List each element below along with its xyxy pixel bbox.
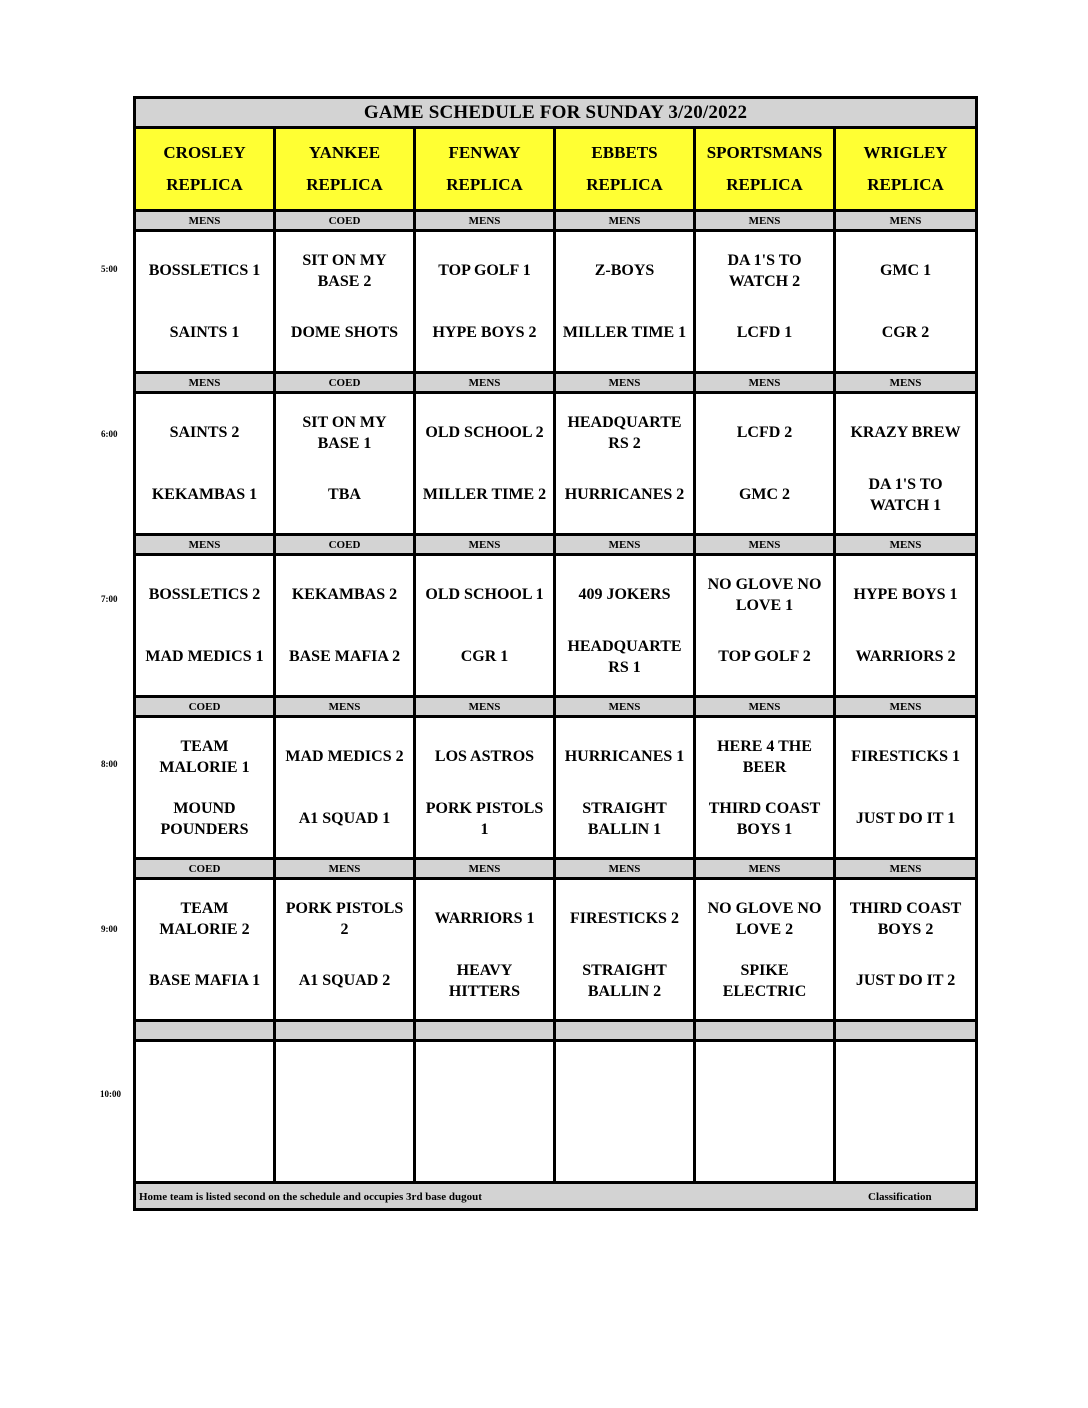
home-team: A1 SQUAD 1 <box>298 810 391 827</box>
game-cell <box>695 393 835 535</box>
away-team: OLD SCHOOL 2 <box>425 424 544 441</box>
classification-label: COED <box>135 859 275 879</box>
game-row <box>135 231 977 373</box>
classification-label: MENS <box>415 535 555 555</box>
classification-label: MENS <box>555 373 695 393</box>
away-team: MAD MEDICS 2 <box>285 748 404 765</box>
classification-row <box>135 211 977 231</box>
home-team: TBA <box>328 486 361 503</box>
classification-label: MENS <box>695 535 835 555</box>
game-cell <box>835 555 977 697</box>
field-subtitle: REPLICA <box>586 175 663 194</box>
time-label: 8:00 <box>101 759 118 769</box>
away-team <box>836 1050 975 1112</box>
game-cell <box>415 879 555 1021</box>
home-team: HURRICANES 2 <box>564 486 685 503</box>
classification-row <box>135 535 977 555</box>
game-cell <box>555 879 695 1021</box>
home-team <box>416 1112 553 1174</box>
away-team: LOS ASTROS <box>434 748 535 765</box>
game-cell <box>135 1041 275 1183</box>
footer-cell <box>135 1183 977 1210</box>
home-team: JUST DO IT 2 <box>855 972 956 989</box>
classification-label: MENS <box>275 697 415 717</box>
classification-label: MENS <box>415 373 555 393</box>
classification-label <box>835 1021 977 1041</box>
game-cell <box>135 393 275 535</box>
classification-label <box>695 1021 835 1041</box>
classification-label <box>275 1021 415 1041</box>
game-cell <box>415 717 555 859</box>
classification-label: COED <box>135 697 275 717</box>
field-header-wrigley <box>835 128 977 211</box>
away-team: TOP GOLF 1 <box>438 262 531 279</box>
home-team: THIRD COAST BOYS 1 <box>708 799 821 838</box>
away-team: OLD SCHOOL 1 <box>425 586 544 603</box>
home-team <box>136 1112 273 1174</box>
classification-label: MENS <box>415 697 555 717</box>
away-team: 409 JOKERS <box>578 586 671 603</box>
game-cell <box>695 717 835 859</box>
classification-label: MENS <box>555 697 695 717</box>
field-subtitle: REPLICA <box>726 175 803 194</box>
classification-label: MENS <box>695 697 835 717</box>
game-row <box>135 717 977 859</box>
schedule-table <box>133 96 978 1211</box>
field-subtitle: REPLICA <box>446 175 523 194</box>
classification-label: MENS <box>555 535 695 555</box>
away-team: GMC 1 <box>879 262 932 279</box>
field-subtitle: REPLICA <box>306 175 383 194</box>
game-cell <box>415 555 555 697</box>
away-team: Z-BOYS <box>594 262 655 279</box>
game-row <box>135 879 977 1021</box>
field-name: CROSLEY <box>163 143 246 162</box>
classification-label: MENS <box>415 859 555 879</box>
away-team: SAINTS 2 <box>169 424 240 441</box>
home-team: HEAVY HITTERS <box>448 961 521 1000</box>
classification-label: MENS <box>135 211 275 231</box>
home-team: A1 SQUAD 2 <box>298 972 391 989</box>
classification-row <box>135 697 977 717</box>
classification-label: MENS <box>695 211 835 231</box>
classification-label: MENS <box>695 859 835 879</box>
away-team: PORK PISTOLS 2 <box>285 899 404 938</box>
away-team: NO GLOVE NO LOVE 2 <box>707 899 822 938</box>
away-team <box>416 1050 553 1112</box>
classification-label <box>135 1021 275 1041</box>
away-team: HERE 4 THE BEER <box>717 737 812 776</box>
field-name: YANKEE <box>308 143 381 162</box>
game-cell <box>555 231 695 373</box>
field-header-row <box>135 128 977 211</box>
home-team: MOUND POUNDERS <box>160 799 249 838</box>
classification-label <box>415 1021 555 1041</box>
field-name: FENWAY <box>448 143 521 162</box>
home-team: WARRIORS 2 <box>855 648 956 665</box>
field-header-yankee <box>275 128 415 211</box>
away-team <box>556 1050 693 1112</box>
away-team: LCFD 2 <box>736 424 793 441</box>
game-cell <box>555 555 695 697</box>
field-header-sportsmans <box>695 128 835 211</box>
field-header-ebbets <box>555 128 695 211</box>
classification-label: MENS <box>835 211 977 231</box>
game-cell <box>415 231 555 373</box>
home-team: MAD MEDICS 1 <box>145 648 264 665</box>
home-team: STRAIGHT BALLIN 2 <box>582 961 667 1000</box>
away-team: NO GLOVE NO LOVE 1 <box>707 575 822 614</box>
game-cell <box>415 393 555 535</box>
classification-label: MENS <box>275 859 415 879</box>
game-cell <box>835 1041 977 1183</box>
classification-label: COED <box>275 211 415 231</box>
game-cell <box>275 555 415 697</box>
field-header-crosley <box>135 128 275 211</box>
classification-label: MENS <box>835 535 977 555</box>
home-team: TOP GOLF 2 <box>718 648 811 665</box>
classification-label: COED <box>275 535 415 555</box>
classification-label: MENS <box>555 859 695 879</box>
home-team <box>276 1112 413 1174</box>
home-team <box>836 1112 975 1174</box>
field-subtitle: REPLICA <box>166 175 243 194</box>
field-header-fenway <box>415 128 555 211</box>
home-team: HEADQUARTE RS 1 <box>567 637 682 676</box>
game-cell <box>695 1041 835 1183</box>
away-team: SIT ON MY BASE 2 <box>302 251 387 290</box>
classification-label: MENS <box>835 859 977 879</box>
game-cell <box>835 231 977 373</box>
away-team: HEADQUARTE RS 2 <box>567 413 682 452</box>
home-team: CGR 2 <box>881 324 930 341</box>
away-team: WARRIORS 1 <box>434 910 535 927</box>
home-team <box>696 1112 833 1174</box>
away-team: HYPE BOYS 1 <box>853 586 958 603</box>
home-team: HYPE BOYS 2 <box>432 324 537 341</box>
away-team: TEAM MALORIE 2 <box>159 899 250 938</box>
game-cell <box>555 393 695 535</box>
away-team: BOSSLETICS 2 <box>148 586 261 603</box>
away-team: FIRESTICKS 2 <box>570 910 679 927</box>
home-team <box>556 1112 693 1174</box>
game-row <box>135 1041 977 1183</box>
field-name: SPORTSMANS <box>706 143 823 162</box>
away-team: FIRESTICKS 1 <box>851 748 960 765</box>
game-cell <box>135 231 275 373</box>
time-label: 9:00 <box>101 924 118 934</box>
game-cell <box>275 393 415 535</box>
classification-label: MENS <box>835 373 977 393</box>
page-title: GAME SCHEDULE FOR SUNDAY 3/20/2022 <box>135 98 977 128</box>
game-cell <box>275 1041 415 1183</box>
home-team: BASE MAFIA 1 <box>148 972 261 989</box>
away-team: BOSSLETICS 1 <box>148 262 261 279</box>
home-team: STRAIGHT BALLIN 1 <box>582 799 667 838</box>
away-team: HURRICANES 1 <box>564 748 685 765</box>
game-cell <box>135 717 275 859</box>
game-cell <box>415 1041 555 1183</box>
classification-label: MENS <box>695 373 835 393</box>
home-team: KEKAMBAS 1 <box>151 486 258 503</box>
away-team: THIRD COAST BOYS 2 <box>849 899 962 938</box>
classification-label: MENS <box>135 373 275 393</box>
away-team: TEAM MALORIE 1 <box>159 737 250 776</box>
home-team: DA 1'S TO WATCH 1 <box>868 475 943 514</box>
home-team: MILLER TIME 2 <box>422 486 547 503</box>
home-team: SPIKE ELECTRIC <box>722 961 807 1000</box>
time-label: 10:00 <box>100 1089 121 1099</box>
away-team: SIT ON MY BASE 1 <box>302 413 387 452</box>
classification-row <box>135 1021 977 1041</box>
away-team <box>696 1050 833 1112</box>
home-team-note: Home team is listed second on the schedule and occupies 3rd base dugout <box>139 1191 482 1203</box>
time-label: 7:00 <box>101 594 118 604</box>
time-label: 6:00 <box>101 429 118 439</box>
home-team: BASE MAFIA 2 <box>288 648 401 665</box>
time-label: 5:00 <box>101 264 118 274</box>
classification-row <box>135 859 977 879</box>
home-team: GMC 2 <box>738 486 791 503</box>
game-row <box>135 555 977 697</box>
classification-label <box>555 1021 695 1041</box>
field-name: WRIGLEY <box>863 143 948 162</box>
game-cell <box>135 555 275 697</box>
home-team: DOME SHOTS <box>290 324 399 341</box>
classification-label: MENS <box>135 535 275 555</box>
away-team: DA 1'S TO WATCH 2 <box>727 251 802 290</box>
game-cell <box>555 717 695 859</box>
classification-label: MENS <box>555 211 695 231</box>
game-cell <box>275 231 415 373</box>
game-cell <box>555 1041 695 1183</box>
game-row <box>135 393 977 535</box>
field-name: EBBETS <box>591 143 658 162</box>
away-team: KEKAMBAS 2 <box>291 586 398 603</box>
classification-label: MENS <box>415 211 555 231</box>
footer-row <box>135 1183 977 1210</box>
home-team: SAINTS 1 <box>169 324 240 341</box>
home-team: JUST DO IT 1 <box>855 810 956 827</box>
home-team: CGR 1 <box>460 648 509 665</box>
game-cell <box>695 555 835 697</box>
away-team: KRAZY BREW <box>850 424 961 441</box>
classification-row <box>135 373 977 393</box>
classification-label: COED <box>275 373 415 393</box>
away-team <box>136 1050 273 1112</box>
home-team: LCFD 1 <box>736 324 793 341</box>
home-team: MILLER TIME 1 <box>562 324 687 341</box>
game-cell <box>695 879 835 1021</box>
game-cell <box>835 393 977 535</box>
game-cell <box>835 717 977 859</box>
game-cell <box>835 879 977 1021</box>
away-team <box>276 1050 413 1112</box>
title-row <box>135 98 977 128</box>
field-subtitle: REPLICA <box>867 175 944 194</box>
game-cell <box>695 231 835 373</box>
classification-legend: Classification <box>868 1191 932 1203</box>
game-cell <box>135 879 275 1021</box>
game-cell <box>275 717 415 859</box>
game-cell <box>275 879 415 1021</box>
classification-label: MENS <box>835 697 977 717</box>
home-team: PORK PISTOLS 1 <box>425 799 544 838</box>
